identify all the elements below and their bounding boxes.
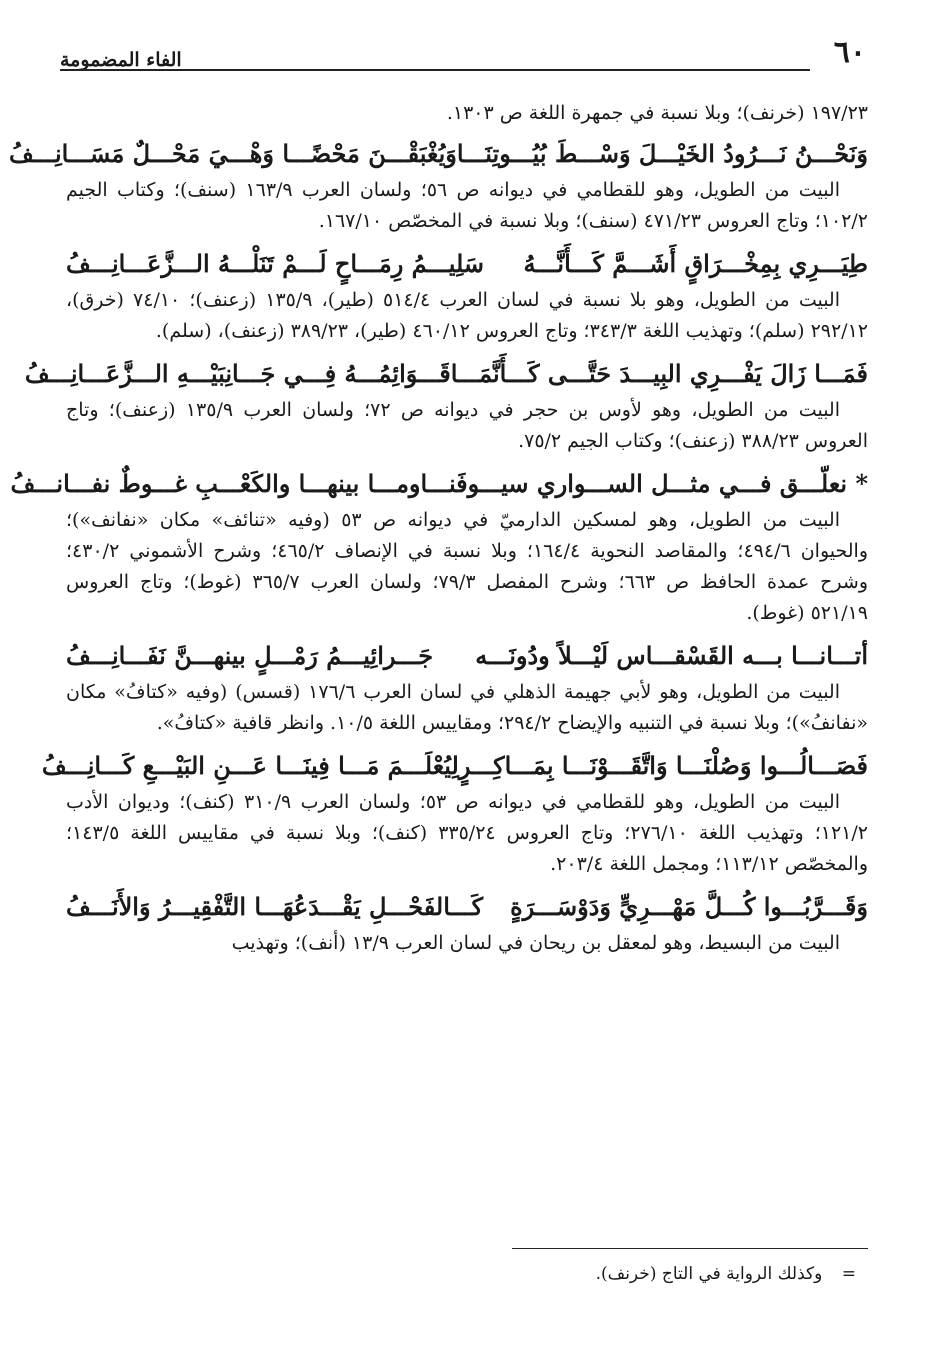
continued-citation: ١٩٧/٢٣ (خرنف)؛ وبلا نسبة في جمهرة اللغة ص ١٣٠٣. (446, 102, 868, 124)
footnote-marker: = (841, 1264, 856, 1284)
verse-line (66, 886, 868, 928)
verse-source-note: البيت من الطويل، وهو لمسكين الدارميّ في ديوانه ص ٥٣ (وفيه «تنائف» مكان «نفانف»)؛ والحيوان ٤٩٤/٦؛ والمقاصد النحوية ١٦٤/٤؛ وبلا نسبة في الإنصاف ٤٦٥/٢؛ وشرح الأشموني ٤٣٠/٢؛ وشرح عمدة الحافظ ص ٦٦٣؛ وشرح المفصل ٧٩/٣؛ ولسان العرب ٣٦٥/٧ (غوط)؛ وتاج العروس ٥٢١/١٩ (غوط). (66, 509, 869, 624)
verse-first-hemistich: وَقَـــرَّبُـــوا كُـــلَّ مَهْـــرِيٍّ وَدَوْسَـــرَةٍ (510, 892, 868, 921)
verse-first-hemistich: طِيَـــرِي بِمِخْـــرَاقٍ أَشَـــمَّ كَـــأَنَّـــهُ (523, 249, 868, 278)
verse-first-hemistich: فَصَـــالُـــوا وَصُلْنَـــا وَاتَّقَـــوْنَـــا بِمَـــاكِـــرٍ (458, 751, 868, 780)
verse-source-note: البيت من الطويل، وهو للقطامي في ديوانه ص ٥٣؛ ولسان العرب ٣١٠/٩ (كنف)؛ وديوان الأدب ١٢١/٢؛ وتهذيب اللغة ٢٧٦/١٠؛ وتاج العروس ٣٣٥/٢٤ (كنف)؛ وبلا نسبة في مقاييس اللغة ١٤٣/٥؛ والمخصّص ١١٣/١٢؛ ومجمل اللغة ٢٠٣/٤. (66, 791, 868, 875)
verse-second-hemistich: كَـــالفَحْـــلِ يَقْـــدَعُهَـــا التَّفْقِيـــرُ وَالأَنَـــفُ (66, 892, 484, 921)
verse-first-hemistich: وَنَحْـــنُ نَـــرُودُ الخَيْـــلَ وَسْـــطَ بُيُـــوتِنَـــا (456, 139, 868, 168)
verse-second-hemistich: سَلِيـــمُ رِمَـــاحٍ لَـــمْ تَنَلْـــهُ الـــزَّعَـــانِـــفُ (66, 249, 484, 278)
verse-second-hemistich: ومـــا بينهـــا والكَعْـــبِ غـــوطٌ نفـــانـــفُ (10, 469, 421, 498)
footnote-text: وكذلك الرواية في التاج (خرنف). (595, 1264, 823, 1284)
verse-source-note: البيت من الطويل، وهو بلا نسبة في لسان العرب ٥١٤/٤ (طير)، ١٣٥/٩ (زعنف)؛ ٧٤/١٠ (خرق)، ٢٩٢/١٢ (سلم)؛ وتهذيب اللغة ٣٤٣/٣؛ وتاج العروس ٤٦٠/١٢ (طير)، ٣٨٩/٢٣ (زعنف)، (سلم). (66, 289, 868, 342)
verse-line (41, 745, 868, 787)
footnote (596, 1262, 856, 1286)
section-title: الفاء المضمومة (60, 48, 190, 72)
verse-source-note: البيت من الطويل، وهو لأوس بن حجر في ديوانه ص ٧٢؛ ولسان العرب ١٣٥/٩ (زعنف)؛ وتاج العروس ٣٨٨/٢٣ (زعنف)؛ وكتاب الجيم ٧٥/٢. (66, 399, 868, 452)
page-number: ٦٠ (833, 35, 866, 70)
footnote-rule (512, 1248, 868, 1249)
header-rule (60, 69, 810, 71)
verse-source-note: البيت من الطويل، وهو للقطامي في ديوانه ص ٥٦؛ ولسان العرب ١٦٣/٩ (سنف)؛ وكتاب الجيم ١٠٢/٢؛ وتاج العروس ٤٧١/٢٣ (سنف)؛ وبلا نسبة في المخصّص ١٦٧/١٠. (66, 179, 868, 232)
verse-second-hemistich: لِيُعْلَـــمَ مَـــا فِينَـــا عَـــنِ البَيْـــعِ كَـــانِـــفُ (41, 751, 459, 780)
verse-line (66, 635, 868, 677)
verse-source-note: البيت من البسيط، وهو لمعقل بن ريحان في لسان العرب ١٣/٩ (أنف)؛ وتهذيب (231, 932, 840, 954)
verse-second-hemistich: قَـــوَائِمُـــهُ فِـــي جَـــانِبَيْـــهِ الـــزَّعَـــانِـــفُ (24, 359, 451, 388)
verse-line (10, 463, 868, 505)
verse-line (9, 133, 868, 175)
verse-line (24, 353, 868, 395)
verse-first-hemistich: فَمَـــا زَالَ يَفْـــرِي البِيـــدَ حَتَّـــى كَـــأَنَّمَـــا (450, 359, 868, 388)
verse-second-hemistich: وَيُغْبَقْـــنَ مَحْضًـــا وَهْـــيَ مَحْـــلٌ مَسَـــانِـــفُ (9, 139, 457, 168)
verse-line (66, 243, 868, 285)
verse-first-hemistich: أتـــانـــا بـــه القَسْقـــاس لَيْـــلاً ودُونَـــه (475, 641, 868, 670)
verse-source-note: البيت من الطويل، وهو لأبي جهيمة الذهلي في لسان العرب ١٧٦/٦ (قسس) (وفيه «كتافُ» مكان «نفانفُ»)؛ وبلا نسبة في التنبيه والإيضاح ٢٩٤/٢؛ ومقاييس اللغة ١٠/٥. وانظر قافية «كتافُ». (66, 681, 868, 734)
page-content (9, 98, 869, 965)
verse-second-hemistich: جَـــرائِيـــمُ رَمْـــلٍ بينهـــنَّ نَفَـــانِـــفُ (66, 641, 434, 670)
verse-first-hemistich: * نعلّـــق فـــي مثـــل الســـواري سيـــوفَنـــا (420, 469, 868, 498)
running-header (60, 36, 868, 76)
